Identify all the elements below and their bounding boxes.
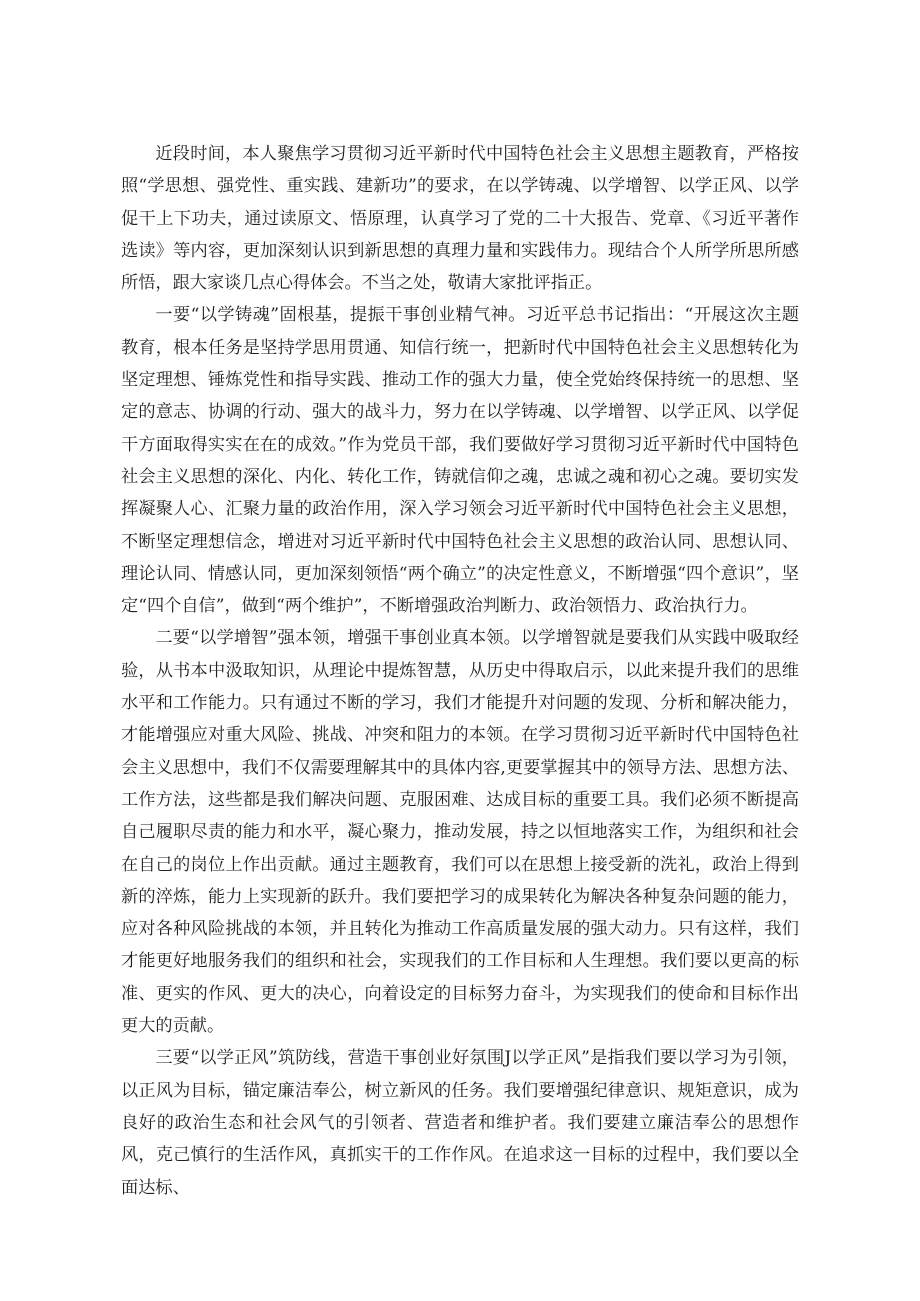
section-three-paragraph: 三要“以学正风”筑防线，营造干事创业好氛围J以学正风”是指我们要以学习为引领，以正风为目标，锚定廉洁奉公，树立新风的任务。我们要增强纪律意识、规矩意识，成为良好的政治生态和社会风气的引领者、营造者和维护者。我们要建立廉洁奉公的思想作风，克己慎行的生活作风，真抓实干的工作作风。在追求这一目标的过程中，我们要以全面达标、 [121,1048,799,1198]
section-two-paragraph: 二要“以学增智”强本领，增强干事创业真本领。以学增智就是要我们从实践中吸取经验，从书本中汲取知识，从理论中提炼智慧，从历史中得取启示，以此来提升我们的思维水平和工作能力。只有通过不断的学习，我们才能提升对问题的发现、分析和解决能力，才能增强应对重大风险、挑战、冲突和阻力的本领。在学习贯彻习近平新时代中国特色社会主义思想中，我们不仅需要理解其中的具体内容,更要掌握其中的领导方法、思想方法、工作方法，这些都是我们解决问题、克服困难、达成目标的重要工具。我们必须不断提高自己履职尽责的能力和水平，凝心聚力，推动发展，持之以恒地落实工作，为组织和社会在自己的岗位上作出贡献。通过主题教育，我们可以在思想上接受新的洗礼，政治上得到新的淬炼，能力上实现新的跃升。我们要把学习的成果转化为解决各种复杂问题的能力，应对各种风险挑战的本领，并且转化为推动工作高质量发展的强大动力。只有这样，我们才能更好地服务我们的组织和社会，实现我们的工作目标和人生理想。我们要以更高的标准、更实的作风、更大的决心，向着设定的目标努力奋斗，为实现我们的使命和目标作出更大的贡献。 [121,628,799,1037]
intro-paragraph: 近段时间，本人聚焦学习贯彻习近平新时代中国特色社会主义思想主题教育，严格按照“学思想、强党性、重实践、建新功”的要求，在以学铸魂、以学增智、以学正风、以学促干上下功夫，通过读原文、悟原理，认真学习了党的二十大报告、党章、《习近平著作选读》等内容，更加深刻认识到新思想的真理力量和实践伟力。现结合个人所学所思所感所悟，跟大家谈几点心得体会。不当之处，敬请大家批评指正。 [121,144,799,294]
document-body [121,138,799,1204]
section-one-paragraph: 一要“以学铸魂”固根基，提振干事创业精气神。习近平总书记指出：“开展这次主题教育，根本任务是坚持学思用贯通、知信行统一，把新时代中国特色社会主义思想转化为坚定理想、锤炼党性和指导实践、推动工作的强大力量，使全党始终保持统一的思想、坚定的意志、协调的行动、强大的战斗力，努力在以学铸魂、以学增智、以学正风、以学促干方面取得实实在在的成效。”作为党员干部，我们要做好学习贯彻习近平新时代中国特色社会主义思想的深化、内化、转化工作，铸就信仰之魂，忠诚之魂和初心之魂。要切实发挥凝聚人心、汇聚力量的政治作用，深入学习领会习近平新时代中国特色社会主义思想，不断坚定理想信念，增进对习近平新时代中国特色社会主义思想的政治认同、思想认同、理论认同、情感认同，更加深刻领悟“两个确立”的决定性意义，不断增强“四个意识”，坚定“四个自信”，做到“两个维护”，不断增强政治判断力、政治领悟力、政治执行力。 [121,305,799,617]
